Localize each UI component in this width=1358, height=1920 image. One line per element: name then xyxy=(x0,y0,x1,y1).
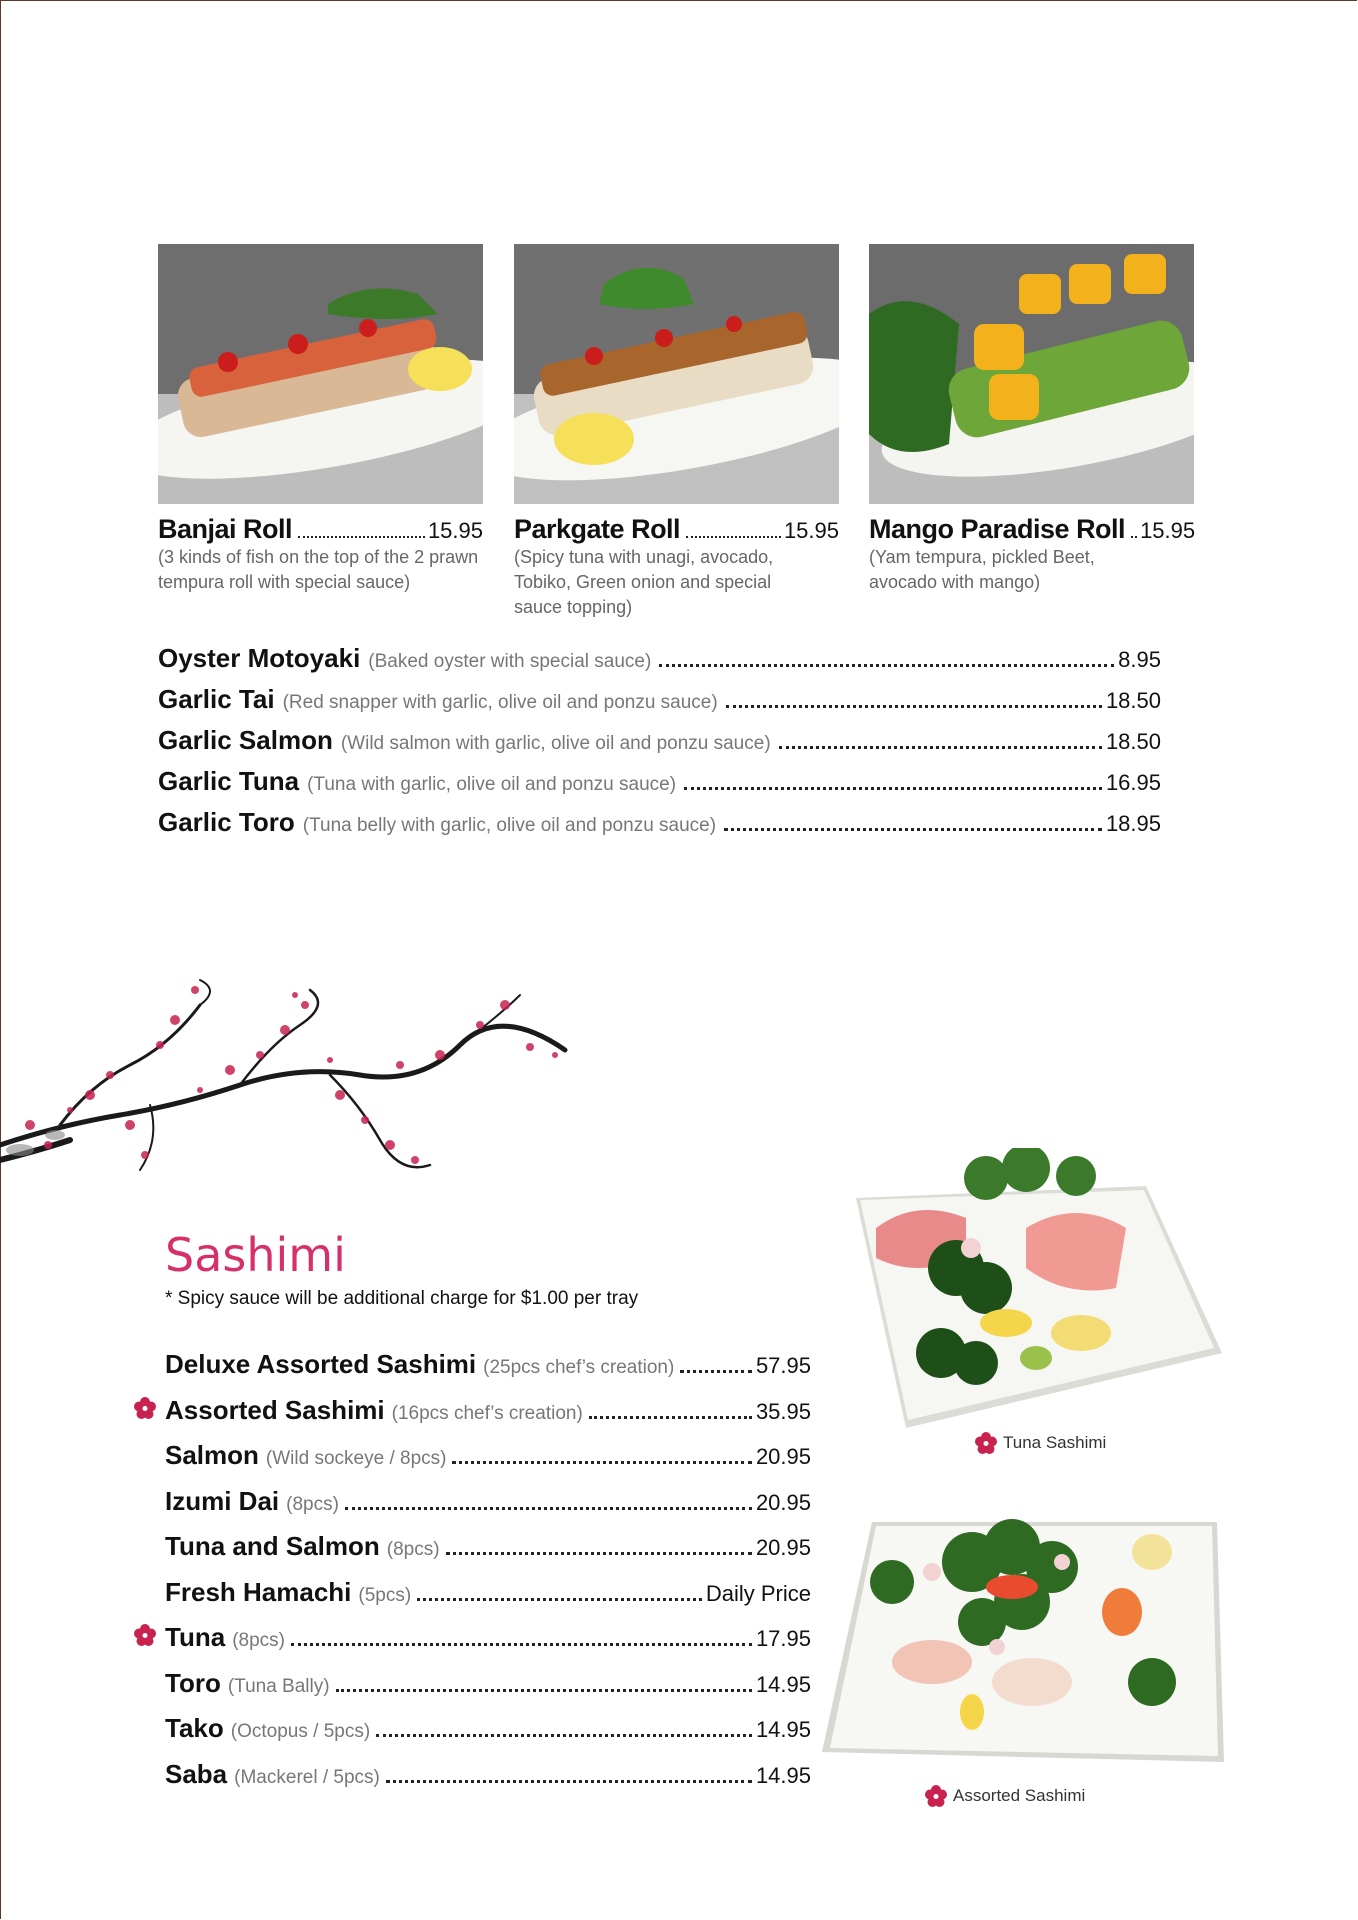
item-description: (Wild salmon with garlic, olive oil and ponzu sauce) xyxy=(340,733,771,754)
roll-item xyxy=(158,514,508,595)
roll-price: 15.95 xyxy=(1140,518,1196,543)
leader-dots xyxy=(1131,536,1137,538)
menu-item xyxy=(158,766,1161,807)
item-description: (8pcs) xyxy=(286,1493,339,1515)
item-description: (Red snapper with garlic, olive oil and ponzu sauce) xyxy=(282,692,718,713)
flower-icon xyxy=(975,1432,997,1454)
roll-price: 15.95 xyxy=(427,518,483,543)
roll-description: (3 kinds of fish on the top of the 2 prawn tempura roll with special sauce) xyxy=(158,547,479,592)
menu-item xyxy=(134,1668,811,1714)
banjai-roll-photo xyxy=(158,244,483,504)
roll-description: (Spicy tuna with unagi, avocado, Tobiko, Green onion and special sauce topping) xyxy=(514,547,774,617)
item-price: 57.95 xyxy=(755,1353,811,1378)
item-description: (Mackerel / 5pcs) xyxy=(234,1766,380,1788)
item-name: Deluxe Assorted Sashimi xyxy=(165,1349,477,1379)
item-name: Tako xyxy=(165,1713,224,1743)
item-price: 17.95 xyxy=(755,1626,811,1651)
item-name: Garlic Tuna xyxy=(158,766,300,796)
leader-dots xyxy=(291,1643,752,1646)
leader-dots xyxy=(336,1689,752,1692)
item-price: 18.95 xyxy=(1105,811,1161,836)
item-price: 35.95 xyxy=(755,1398,811,1424)
roll-name: Banjai Roll xyxy=(158,514,293,544)
assorted-sashimi-photo xyxy=(822,1512,1224,1776)
item-price: 14.95 xyxy=(755,1671,811,1697)
section-note: * Spicy sauce will be additional charge for $1.00 per tray xyxy=(165,1288,639,1309)
menu-item xyxy=(158,725,1161,766)
item-description: (5pcs) xyxy=(358,1584,412,1606)
caption-text: Tuna Sashimi xyxy=(1003,1433,1107,1452)
item-price: 14.95 xyxy=(755,1762,811,1788)
item-price: 18.50 xyxy=(1105,729,1161,754)
leader-dots xyxy=(452,1461,751,1464)
item-price: 20.95 xyxy=(755,1444,811,1469)
sashimi-list xyxy=(134,1349,811,1804)
flower-icon xyxy=(134,1397,156,1419)
item-name: Garlic Toro xyxy=(158,807,295,837)
item-price: 14.95 xyxy=(755,1717,811,1742)
flower-slot xyxy=(134,1397,165,1419)
leader-dots xyxy=(684,787,1102,790)
item-price: 16.95 xyxy=(1105,770,1161,795)
mango-paradise-roll-photo xyxy=(869,244,1194,504)
item-name: Tuna and Salmon xyxy=(165,1531,380,1561)
flower-slot xyxy=(134,1624,165,1646)
item-name: Fresh Hamachi xyxy=(165,1576,352,1607)
menu-item xyxy=(134,1531,811,1577)
item-name: Garlic Tai xyxy=(158,684,275,714)
leader-dots xyxy=(386,1780,752,1783)
item-name: Izumi Dai xyxy=(165,1485,280,1516)
flower-icon xyxy=(925,1785,947,1807)
roll-description: (Yam tempura, pickled Beet, avocado with mango) xyxy=(869,547,1095,592)
leader-dots xyxy=(298,536,425,538)
menu-item xyxy=(134,1577,811,1623)
item-name: Assorted Sashimi xyxy=(165,1394,385,1425)
menu-item xyxy=(158,807,1161,848)
item-name: Oyster Motoyaki xyxy=(158,643,361,673)
leader-dots xyxy=(779,746,1102,749)
item-price: Daily Price xyxy=(705,1580,811,1606)
item-name: Salmon xyxy=(165,1440,259,1470)
item-name: Tuna xyxy=(165,1622,226,1652)
parkgate-roll-photo xyxy=(514,244,839,504)
item-price: 8.95 xyxy=(1118,647,1161,672)
leader-dots xyxy=(659,664,1114,667)
specials-list xyxy=(158,643,1161,848)
roll-name: Mango Paradise Roll xyxy=(869,514,1126,544)
leader-dots xyxy=(376,1734,752,1737)
item-description: (Tuna with garlic, olive oil and ponzu sauce) xyxy=(307,774,677,795)
menu-item xyxy=(158,643,1161,684)
leader-dots xyxy=(345,1507,752,1510)
roll-price: 15.95 xyxy=(783,518,839,543)
leader-dots xyxy=(417,1598,702,1601)
item-description: (16pcs chef’s creation) xyxy=(391,1402,583,1424)
leader-dots xyxy=(686,536,781,538)
menu-item xyxy=(134,1440,811,1486)
leader-dots xyxy=(446,1552,752,1555)
caption-text: Assorted Sashimi xyxy=(953,1786,1086,1805)
cherry-blossom-branch-illustration xyxy=(0,975,575,1185)
item-description: (Wild sockeye / 8pcs) xyxy=(265,1448,447,1469)
item-price: 20.95 xyxy=(755,1489,811,1515)
flower-icon xyxy=(134,1624,156,1646)
menu-item xyxy=(134,1759,811,1805)
menu-item xyxy=(158,684,1161,725)
item-description: (Tuna belly with garlic, olive oil and ponzu sauce) xyxy=(302,815,717,836)
item-description: (Tuna Bally) xyxy=(227,1675,330,1697)
photo-caption xyxy=(975,1432,1106,1454)
menu-item xyxy=(134,1349,811,1395)
menu-item xyxy=(134,1622,811,1668)
tuna-sashimi-photo xyxy=(846,1148,1222,1438)
roll-item xyxy=(514,514,864,620)
item-description: (Octopus / 5pcs) xyxy=(230,1721,371,1742)
item-price: 20.95 xyxy=(755,1535,811,1560)
item-price: 18.50 xyxy=(1105,688,1161,713)
leader-dots xyxy=(589,1416,752,1419)
roll-name: Parkgate Roll xyxy=(514,514,681,544)
section-title: Sashimi xyxy=(165,1228,346,1282)
menu-item xyxy=(134,1486,811,1532)
item-description: (Baked oyster with special sauce) xyxy=(368,651,652,672)
item-description: (25pcs chef’s creation) xyxy=(483,1357,675,1378)
item-description: (8pcs) xyxy=(386,1539,440,1560)
photo-caption xyxy=(925,1785,1085,1807)
leader-dots xyxy=(726,705,1102,708)
item-name: Garlic Salmon xyxy=(158,725,333,755)
item-name: Toro xyxy=(165,1667,221,1698)
menu-item xyxy=(134,1395,811,1441)
roll-item xyxy=(869,514,1219,595)
item-name: Saba xyxy=(165,1758,228,1789)
leader-dots xyxy=(724,828,1102,831)
item-description: (8pcs) xyxy=(232,1630,285,1651)
menu-item xyxy=(134,1713,811,1759)
leader-dots xyxy=(680,1370,752,1373)
